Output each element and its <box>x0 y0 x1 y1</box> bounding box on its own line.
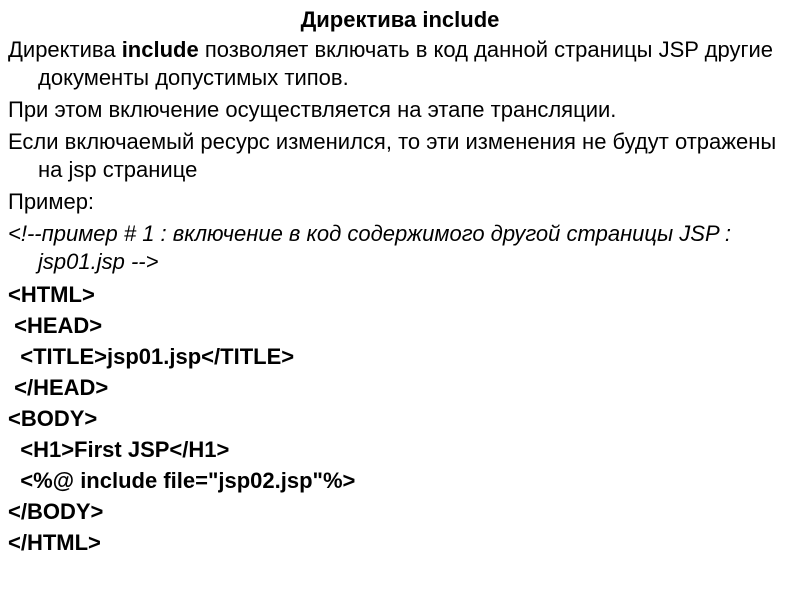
slide-body <box>8 36 792 558</box>
code-line-title: <TITLE>jsp01.jsp</TITLE> <box>8 344 295 369</box>
code-line-body-open: <BODY> <box>8 406 98 431</box>
include-keyword: include <box>121 37 199 62</box>
paragraph-1-suffix: позволяет включать в код данной страницы JSP другие документы допустимых типов. <box>38 37 774 90</box>
code-line-html-close: </HTML> <box>8 530 101 555</box>
code-line-h1: <H1>First JSP</H1> <box>8 437 230 462</box>
paragraph-1-prefix: Директива <box>8 37 122 62</box>
slide-title: Директива include <box>300 7 500 32</box>
code-line-html-open: <HTML> <box>8 282 95 307</box>
paragraph-include-description <box>8 36 792 92</box>
code-line-head-close: </HEAD> <box>8 375 109 400</box>
code-line-include-directive: <%@ include file="jsp02.jsp"%> <box>8 468 356 493</box>
paragraph-resource-change: Если включаемый ресурс изменился, то эти изменения не будут отражены на jsp странице <box>8 129 777 182</box>
paragraph-example-label: Пример: <box>8 189 95 214</box>
code-comment: <!--пример # 1 : включение в код содержимого другой страницы JSP : jsp01.jsp --> <box>8 221 732 274</box>
code-line-head-open: <HEAD> <box>8 313 103 338</box>
paragraph-translation-stage: При этом включение осуществляется на этапе трансляции. <box>8 97 617 122</box>
code-line-body-close: </BODY> <box>8 499 104 524</box>
